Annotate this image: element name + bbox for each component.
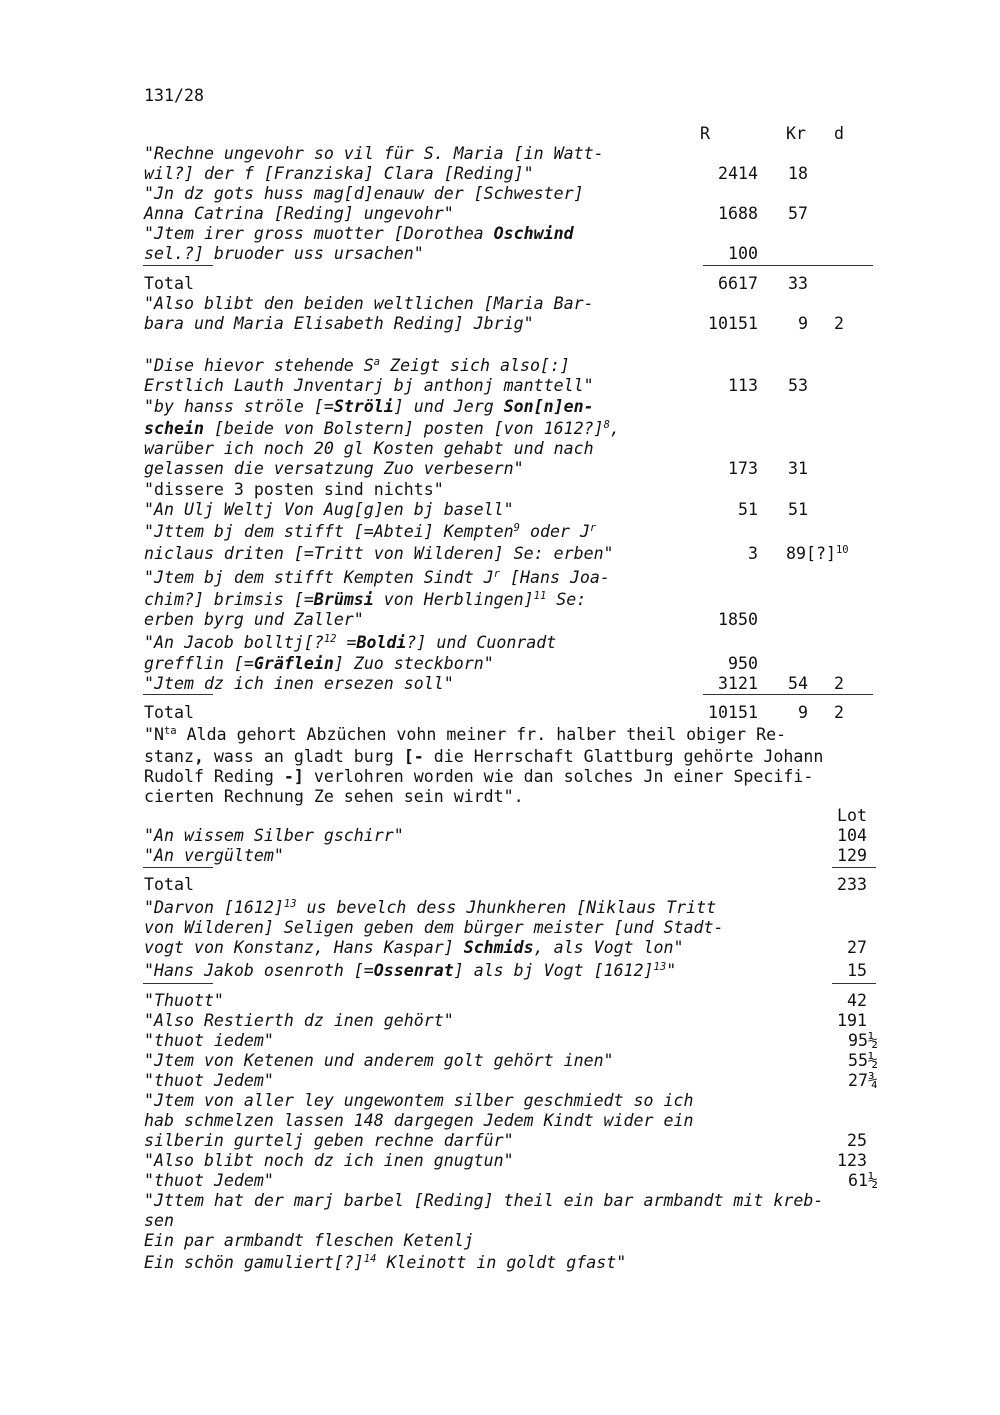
entry-line: "Dise hievor stehende $S^a$ Zeigt sich also[:] [144,356,570,375]
total-r: 6617 [718,274,758,293]
entry-line: Erstlich Lauth Jnventarj bj anthonj manttell" [144,376,594,395]
entry-line: sen [144,1211,174,1230]
sum-rule-right [703,265,873,266]
value-lot: 27 [847,938,867,957]
entry-line: "Jtem dz ich inen ersezen soll" [144,674,454,693]
entry-line: "Also blibt den beiden weltlichen [Maria Bar- [144,294,594,313]
entry-line: erben byrg und Zaller" [144,610,364,629]
value-lot: 104 [837,826,867,845]
entry-line: Anna Catrina [Reding] ungevohr" [144,204,454,223]
total-kr: 9 [798,703,808,722]
entry-line: "Jtem von aller ley ungewontem silber geschmiedt so ich [144,1091,694,1110]
entry-line: bara und Maria Elisabeth Reding] Jbrig" [144,314,534,333]
total-lot: 233 [837,875,867,894]
entry-line: Ein schön gamuliert[?]$^{14}$ Kleinott in goldt gfast" [144,1253,627,1272]
value-lot: 15 [847,961,867,980]
value-r: 3 [748,544,758,563]
value-lot: 25 [847,1131,867,1150]
entry-line: "dissere 3 posten sind nichts" [144,480,444,499]
entry-line: "Hans Jakob osenroth [=Ossenrat] als bj Vogt $[1612]^{13}$" [144,961,677,980]
sum-rule-left [143,983,213,984]
entry-line: "Jtem von Ketenen und anderem golt gehört inen" [144,1051,614,1070]
entry-line: "An Jacob bolltj[?$^{12}$ =Boldi?] und Cuonradt [144,633,557,652]
value-lot: 61½ [848,1171,878,1190]
entry-line: "by hanss ströle [=Ströli] und Jerg Son[n]en- [144,397,594,416]
value-r: 1688 [718,204,758,223]
page-number: 131/28 [144,86,204,105]
total-label: Total [144,274,194,293]
header-r: R [700,124,710,143]
entry-line: "thuot Jedem" [144,1071,274,1090]
sum-rule-right [832,983,876,984]
entry-line: schein [beide von Bolstern] posten [von 1612?]$^8$, [144,419,620,438]
entry-line: grefflin [=Gräflein] Zuo steckborn" [144,654,494,673]
total-label: Total [144,875,194,894]
sum-rule-right [703,694,873,695]
entry-line: gelassen die versatzung Zuo verbesern" [144,459,524,478]
value-r: 1850 [718,610,758,629]
entry-line: "An vergültem" [144,846,284,865]
entry-line: stanz, wass an gladt burg [- die Herrschaft Glattburg gehörte Johann [144,747,824,766]
value-r: 100 [728,244,758,263]
value-kr: 54 [788,674,808,693]
entry-line: "thuot iedem" [144,1031,274,1050]
value-r: 113 [728,376,758,395]
total-label: Total [144,703,194,722]
value-r: 2414 [718,164,758,183]
entry-line: "Jtem irer gross muotter [Dorothea Oschwind [144,224,574,243]
value-kr: 31 [788,459,808,478]
entry-line: warüber ich noch 20 gl Kosten gehabt und nach [144,439,594,458]
header-lot: Lot [837,806,867,825]
entry-line: wil?] der f [Franziska] Clara [Reding]" [144,164,534,183]
sum-rule-left [143,265,213,266]
total-kr: 33 [788,274,808,293]
entry-line: vogt von Konstanz, Hans Kaspar] Schmids, als Vogt lon" [144,938,684,957]
value-kr: 18 [788,164,808,183]
value-r: 950 [728,654,758,673]
value-lot: 42 [847,991,867,1010]
entry-line: "Also blibt noch dz ich inen gnugtun" [144,1151,514,1170]
entry-line: "Jttem bj dem stifft [=Abtei] Kempten$^9$ oder $J^r$ [144,522,597,541]
entry-line: "Rechne ungevohr so vil für S. Maria [in Watt- [144,144,604,163]
value-r: 3121 [718,674,758,693]
sum-rule-left [143,867,213,868]
entry-line: "thuot Jedem" [144,1171,274,1190]
value-d: 2 [834,314,844,333]
header-d: d [834,124,844,143]
entry-line: "$N^{ta}$ Alda gehort Abzüchen vohn meiner fr. halber theil obiger Re- [144,725,787,744]
value-lot: 129 [837,846,867,865]
entry-line: "An Ulj Weltj Von Aug[g]en bj basell" [144,500,514,519]
sum-rule-right [832,867,876,868]
value-r: 10151 [708,314,758,333]
entry-line: "Jn dz gots huss mag[d]enauw der [Schwester] [144,184,584,203]
header-kr: Kr [786,124,806,143]
value-r: 51 [738,500,758,519]
entry-line: Ein par armbandt fleschen Ketenlj [144,1231,474,1250]
entry-line: hab schmelzen lassen 148 dargegen Jedem Kindt wider ein [144,1111,694,1130]
entry-line: "Jttem hat der marj barbel [Reding] theil ein bar armbandt mit kreb- [144,1191,824,1210]
value-lot: 95½ [848,1031,878,1050]
value-kr: 51 [788,500,808,519]
value-lot: 55½ [848,1051,878,1070]
entry-line: von Wilderen] Seligen geben dem bürger meister [und Stadt- [144,918,724,937]
value-lot: 123 [837,1151,867,1170]
entry-line: "Thuott" [144,991,224,1010]
value-lot: 191 [837,1011,867,1030]
total-r: 10151 [708,703,758,722]
value-lot: 27¾ [848,1071,878,1090]
value-r: 173 [728,459,758,478]
value-kr: 89[?]$^{10}$ [786,544,849,563]
total-d: 2 [834,703,844,722]
value-d: 2 [834,674,844,693]
value-kr: 57 [788,204,808,223]
entry-line: chim?] brimsis [=Brümsi von Herblingen]$^{11}$ Se: [144,590,587,609]
entry-line: "An wissem Silber gschirr" [144,826,404,845]
entry-line: silberin gurtelj geben rechne darfür" [144,1131,514,1150]
value-kr: 53 [788,376,808,395]
entry-line: sel.?] bruoder uss ursachen" [144,244,424,263]
sum-rule-left [143,694,213,695]
entry-line: niclaus driten [=Tritt von Wilderen] Se: erben" [144,544,614,563]
value-kr: 9 [798,314,808,333]
entry-line: "Also Restierth dz inen gehört" [144,1011,454,1030]
entry-line: Rudolf Reding -] verlohren worden wie dan solches Jn einer Specifi- [144,767,814,786]
entry-line: "Jtem bj dem stifft Kempten Sindt $J^r$ [Hans Joa- [144,568,610,587]
entry-line: "Darvon $[1612]^{13}$ us bevelch dess Jhunkheren [Niklaus Tritt [144,898,717,917]
entry-line: cierten Rechnung Ze sehen sein wirdt". [144,787,524,806]
